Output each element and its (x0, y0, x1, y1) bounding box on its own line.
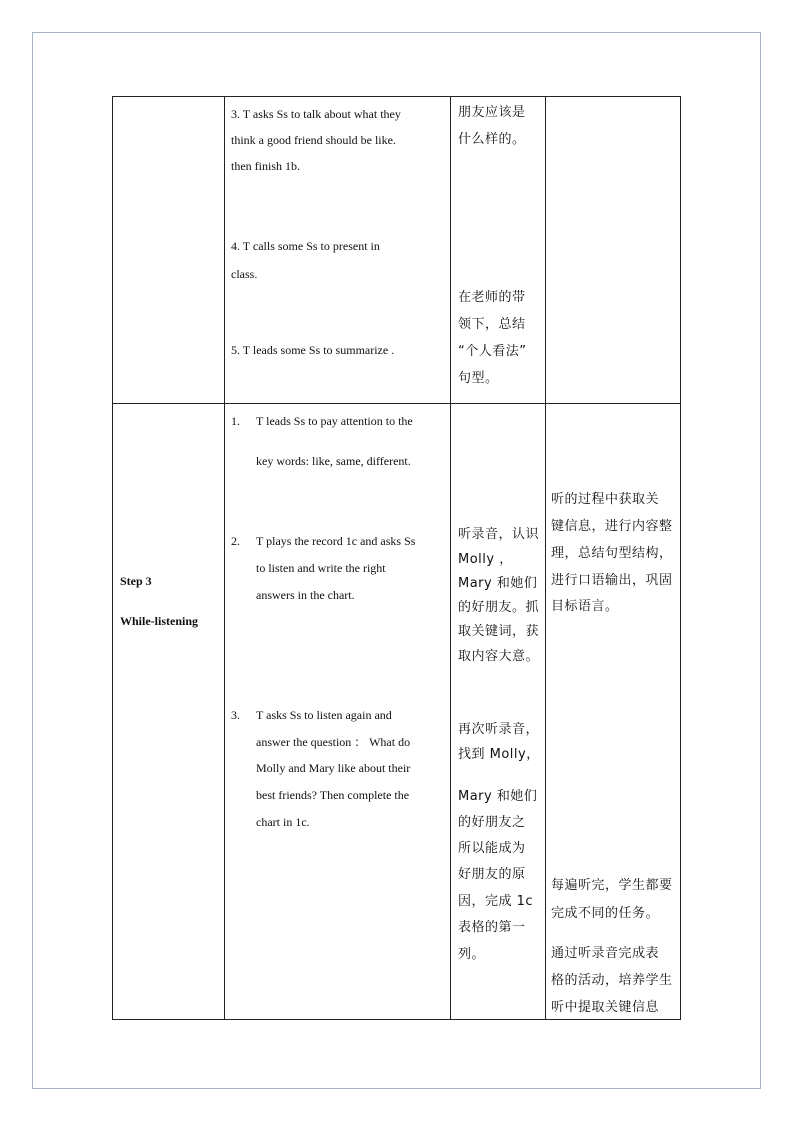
row2-student-b8: 表格的第一 (458, 920, 526, 935)
row2-student-a2: Molly ， (458, 552, 513, 567)
row1-item3-line3: then finish 1b. (231, 159, 300, 173)
row1-student-b1: 在老师的带 (458, 290, 526, 305)
row2-student-a3: Mary 和她们 (458, 576, 538, 591)
row2-student-a6: 取内容大意。 (458, 649, 540, 664)
row2-student-b4: 的好朋友之 (458, 815, 526, 830)
item2-number: 2. (231, 534, 240, 548)
row1-item4-line2: class. (231, 267, 258, 281)
column-divider-1 (224, 97, 225, 1019)
purpose-b1: 每遍听完，学生都要 (551, 878, 673, 893)
row2-student-a1: 听录音，认识 (458, 527, 540, 542)
row2-student-b2: 找到 Molly， (458, 747, 540, 762)
row2-student-b3: Mary 和她们 (458, 789, 538, 804)
row1-item4-line1: 4. T calls some Ss to present in (231, 239, 380, 253)
row1-item5-line1: 5. T leads some Ss to summarize . (231, 343, 395, 357)
row2-student-b1: 再次听录音， (458, 722, 540, 737)
step-number: Step 3 (120, 574, 152, 588)
row1-student-a2: 什么样的。 (458, 132, 526, 147)
row2-student-b5: 所以能成为 (458, 841, 526, 856)
purpose-a4: 进行口语输出，巩固 (551, 573, 673, 588)
purpose-a1: 听的过程中获取关 (551, 492, 660, 507)
purpose-a5: 目标语言。 (551, 599, 619, 614)
item2-line1: T plays the record 1c and asks Ss (256, 534, 416, 548)
purpose-c2: 格的活动，培养学生 (551, 973, 673, 988)
row2-student-a5: 取关键词，获 (458, 624, 540, 639)
row2-student-b6: 好朋友的原 (458, 867, 526, 882)
item2-line3: answers in the chart. (256, 588, 355, 602)
row1-item3-line2: think a good friend should be like. (231, 133, 396, 147)
row-divider (113, 403, 680, 404)
item1-line1: T leads Ss to pay attention to the (256, 414, 413, 428)
purpose-a2: 键信息，进行内容整 (551, 519, 673, 534)
lesson-plan-table (112, 96, 681, 1020)
row1-student-a1: 朋友应该是 (458, 105, 526, 120)
purpose-b2: 完成不同的任务。 (551, 906, 660, 921)
item1-number: 1. (231, 414, 240, 428)
item3-line1: T asks Ss to listen again and (256, 708, 392, 722)
row2-student-b7: 因，完成 1c (458, 894, 534, 909)
item3-line5: chart in 1c. (256, 815, 310, 829)
row1-student-b2: 领下，总结 (458, 317, 526, 332)
row1-student-b4: 句型。 (458, 371, 499, 386)
item3-line2: answer the question ： What do (256, 735, 411, 749)
row2-student-a4: 的好朋友。抓 (458, 600, 540, 615)
row2-student-b9: 列。 (458, 947, 486, 962)
column-divider-2 (450, 97, 451, 1019)
row1-student-b3: “个人看法” (458, 344, 527, 359)
item3-line3: Molly and Mary like about their (256, 761, 411, 775)
row1-item3-line1: 3. T asks Ss to talk about what they (231, 107, 401, 121)
purpose-a3: 理，总结句型结构， (551, 546, 673, 561)
column-divider-3 (545, 97, 546, 1019)
step-title: While-listening (120, 614, 199, 628)
item1-line2: key words: like, same, different. (256, 454, 411, 468)
purpose-c3: 听中提取关键信息 (551, 1000, 660, 1015)
item2-line2: to listen and write the right (256, 561, 386, 575)
item3-number: 3. (231, 708, 240, 722)
item3-line4: best friends? Then complete the (256, 788, 410, 802)
purpose-c1: 通过听录音完成表 (551, 946, 660, 961)
